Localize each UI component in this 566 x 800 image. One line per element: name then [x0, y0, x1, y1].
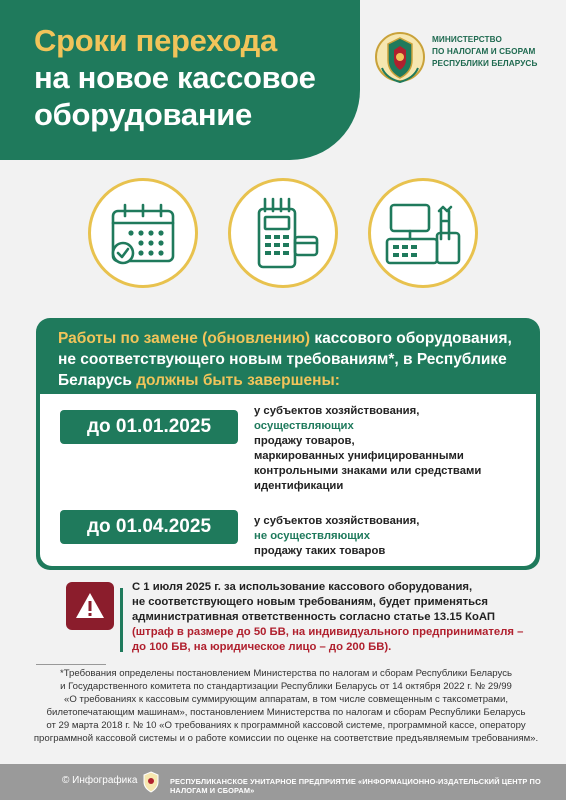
warning-text	[132, 580, 552, 655]
notice-line-3b: должны быть завершены:	[136, 372, 340, 389]
footnote-line-5: от 29 марта 2018 г. № 10 «О требованиях к программной кассовой системе, программной кассе, оператору	[46, 720, 526, 731]
copyright-text: © Инфографика	[62, 775, 138, 786]
deadline-1-line-1: у субъектов хозяйствования,	[254, 405, 420, 417]
deadline-1-line-3: маркированных унифицированными	[254, 450, 464, 462]
terminal-icon-circle	[228, 178, 338, 288]
title-line-1: Сроки перехода	[34, 23, 277, 58]
footnote-line-3: «О требованиях к кассовым суммирующим аппаратам, в том числе совмещенным с таксометрами,	[64, 694, 508, 705]
ministry-emblem-icon	[372, 28, 428, 86]
payment-terminal-icon	[231, 181, 335, 285]
ministry-line-3: РЕСПУБЛИКИ БЕЛАРУСЬ	[432, 59, 538, 68]
title-line-2: на новое кассовое	[34, 60, 316, 95]
notice-line-1a: Работы по замене (обновлению)	[58, 330, 311, 347]
deadline-text-1	[254, 404, 514, 494]
notice-line-3a: Беларусь	[58, 372, 137, 389]
warning-line-4: (штраф в размере до 50 БВ, на индивидуального предпринимателя –	[132, 626, 524, 638]
bottom-bar	[0, 764, 566, 800]
deadline-text-2	[254, 514, 514, 559]
footnote	[26, 667, 546, 745]
deadline-date-2: до 01.04.2025	[60, 510, 238, 544]
deadline-1-highlight: осуществляющих	[254, 420, 354, 432]
footnote-line-4: билетопечатающим машинам», постановлением Министерства по налогам и сборам Республики Беларусь	[46, 707, 526, 718]
footnote-line-2: и Государственного комитета по стандартизации Республики Беларусь от 14 октября 2022 г. № 29/99	[60, 681, 512, 692]
publisher-name: РЕСПУБЛИКАНСКОЕ УНИТАРНОЕ ПРЕДПРИЯТИЕ «ИНФОРМАЦИОННО-ИЗДАТЕЛЬСКИЙ ЦЕНТР ПО НАЛОГАМ И СБОРАМ»	[170, 777, 541, 795]
footnote-line-6: программной кассовой системы и о работе комиссии по оценке на соответствие предъявляемым требованиям».	[33, 733, 539, 744]
notice-line-2a: не соответствующего новым требованиям*	[58, 351, 395, 368]
deadline-2-line-2	[254, 529, 514, 559]
deadline-2-line-1: у субъектов хозяйствования,	[254, 515, 420, 527]
notice-heading	[58, 328, 528, 391]
ministry-line-2: ПО НАЛОГАМ И СБОРАМ	[432, 47, 536, 56]
calendar-icon-circle	[88, 178, 198, 288]
cash-register-icon	[371, 181, 475, 285]
deadline-2-highlight: не осуществляющих	[254, 530, 371, 542]
notice-line-1b: кассового оборудования,	[310, 330, 512, 347]
calendar-icon	[91, 181, 195, 285]
ministry-logo-block	[372, 28, 562, 88]
deadline-1-line-2	[254, 419, 514, 449]
register-icon-circle	[368, 178, 478, 288]
deadline-2-line-2-rest: продажу таких товаров	[254, 545, 386, 557]
page-title	[34, 22, 344, 133]
warning-line-5: до 100 БВ, на юридическое лицо – до 200 БВ).	[132, 641, 392, 653]
warning-line-2: не соответствующего новым требованиям, будет применяться	[132, 596, 488, 608]
warning-line-1: С 1 июля 2025 г. за использование кассового оборудования,	[132, 581, 473, 593]
ministry-name	[432, 34, 562, 70]
notice-line-2b: , в Республике	[394, 351, 507, 368]
footnote-separator	[36, 664, 106, 665]
footnote-line-1: *Требования определены постановлением Министерства по налогам и сборам Республики Беларусь	[59, 668, 513, 679]
notice-panel	[36, 318, 540, 570]
deadline-1-line-4: контрольными знаками или средствами	[254, 465, 482, 477]
deadline-1-line-2-rest: продажу товаров,	[254, 435, 355, 447]
warning-badge	[66, 582, 114, 630]
deadline-date-1: до 01.01.2025	[60, 410, 238, 444]
warning-line-3: административная ответственность согласно статье 13.15 КоАП	[132, 611, 495, 623]
warning-triangle-icon	[74, 590, 106, 622]
publisher-emblem-icon	[142, 771, 160, 793]
warning-divider	[120, 588, 123, 652]
deadlines-box	[40, 394, 536, 566]
deadline-1-line-5: идентификации	[254, 480, 344, 492]
ministry-line-1: МИНИСТЕРСТВО	[432, 35, 502, 44]
title-line-3: оборудование	[34, 97, 252, 132]
